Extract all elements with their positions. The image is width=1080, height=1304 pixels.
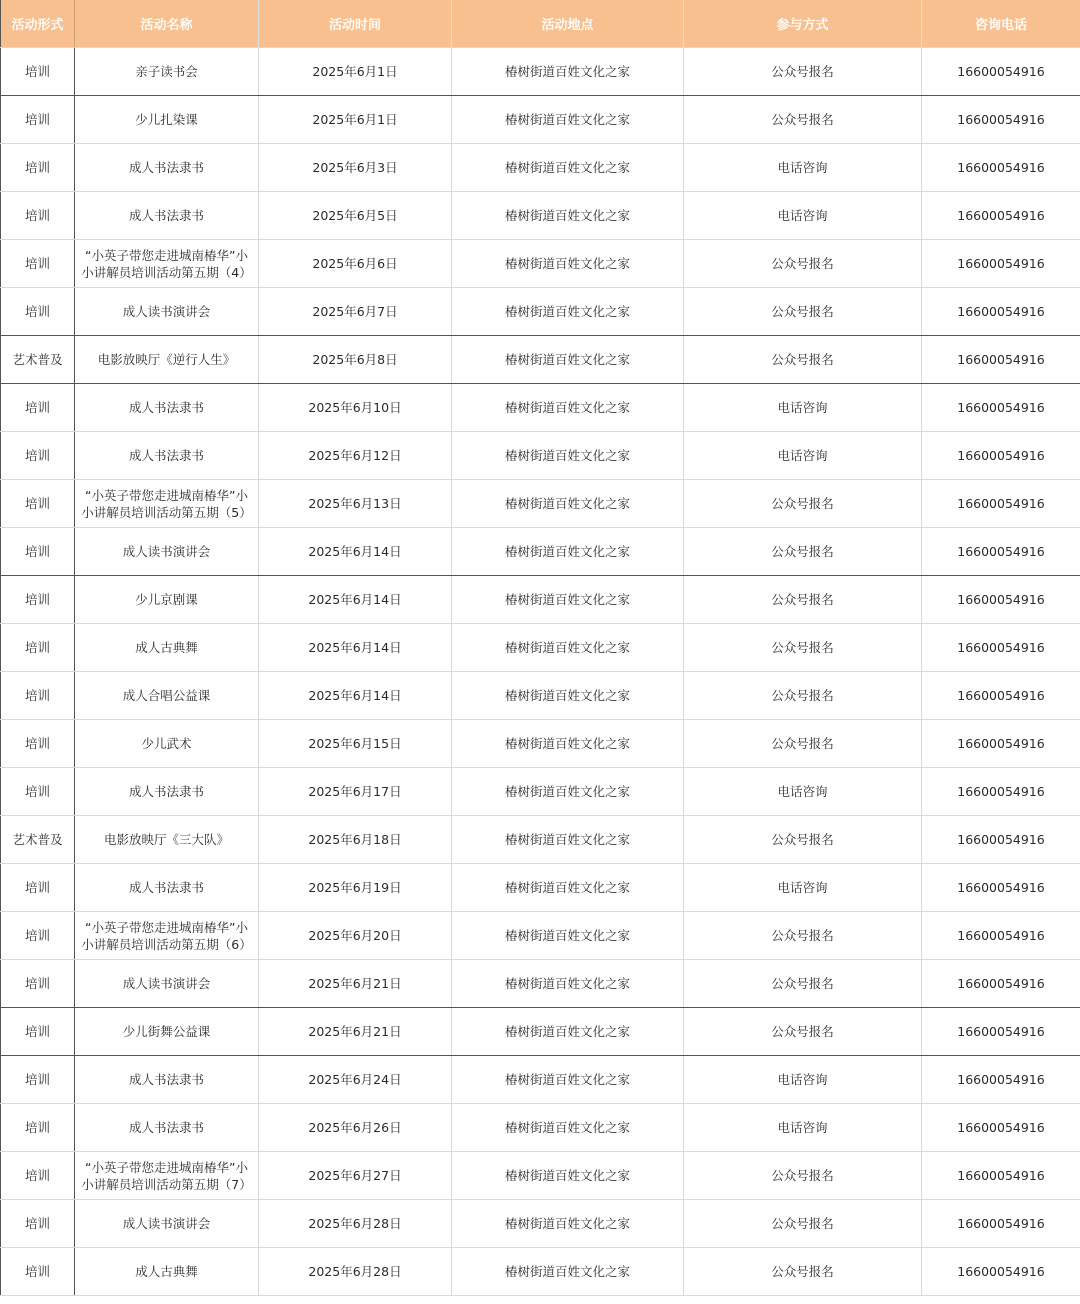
cell-activity-time: 2025年6月1日 [259,48,452,96]
cell-activity-type: 培训 [1,1200,75,1248]
table-header-row [1,0,1080,48]
cell-activity-time: 2025年6月13日 [259,480,452,528]
cell-activity-name: 成人书法隶书 [75,144,259,192]
cell-activity-place: 椿树街道百姓文化之家 [452,960,684,1008]
cell-activity-place: 椿树街道百姓文化之家 [452,768,684,816]
header-activity-time: 活动时间 [259,0,452,48]
cell-activity-time: 2025年6月3日 [259,144,452,192]
table-row [1,1248,1080,1296]
cell-contact-phone: 16600054916 [922,720,1080,768]
table-row [1,144,1080,192]
cell-activity-place: 椿树街道百姓文化之家 [452,864,684,912]
cell-activity-time: 2025年6月17日 [259,768,452,816]
cell-activity-type: 培训 [1,432,75,480]
header-participation-method: 参与方式 [684,0,922,48]
cell-activity-time: 2025年6月1日 [259,96,452,144]
cell-activity-type: 培训 [1,1248,75,1296]
cell-activity-time: 2025年6月5日 [259,192,452,240]
cell-activity-type: 培训 [1,1104,75,1152]
cell-activity-type: 培训 [1,288,75,336]
cell-activity-place: 椿树街道百姓文化之家 [452,144,684,192]
cell-activity-name: 成人书法隶书 [75,768,259,816]
cell-participation-method: 公众号报名 [684,96,922,144]
cell-activity-name: 成人读书演讲会 [75,288,259,336]
cell-activity-name: 成人古典舞 [75,1248,259,1296]
cell-activity-type: 培训 [1,624,75,672]
cell-activity-place: 椿树街道百姓文化之家 [452,1008,684,1056]
cell-activity-place: 椿树街道百姓文化之家 [452,336,684,384]
cell-activity-name: 电影放映厅《三大队》 [75,816,259,864]
cell-activity-time: 2025年6月28日 [259,1200,452,1248]
cell-activity-time: 2025年6月8日 [259,336,452,384]
table-row [1,720,1080,768]
cell-contact-phone: 16600054916 [922,672,1080,720]
cell-contact-phone: 16600054916 [922,1200,1080,1248]
table-row [1,432,1080,480]
cell-activity-time: 2025年6月27日 [259,1152,452,1200]
cell-activity-place: 椿树街道百姓文化之家 [452,1104,684,1152]
cell-activity-name: 成人读书演讲会 [75,960,259,1008]
cell-activity-name: 成人古典舞 [75,624,259,672]
cell-activity-time: 2025年6月15日 [259,720,452,768]
cell-activity-place: 椿树街道百姓文化之家 [452,528,684,576]
cell-contact-phone: 16600054916 [922,768,1080,816]
cell-activity-place: 椿树街道百姓文化之家 [452,1248,684,1296]
cell-activity-name: 少儿扎染课 [75,96,259,144]
header-contact-phone: 咨询电话 [922,0,1080,48]
cell-activity-name: 成人读书演讲会 [75,1200,259,1248]
cell-activity-name: 电影放映厅《逆行人生》 [75,336,259,384]
cell-activity-type: 培训 [1,672,75,720]
cell-activity-name: “小英子带您走进城南椿华”小小讲解员培训活动第五期（5） [75,480,259,528]
cell-activity-place: 椿树街道百姓文化之家 [452,912,684,960]
cell-activity-place: 椿树街道百姓文化之家 [452,576,684,624]
cell-contact-phone: 16600054916 [922,1248,1080,1296]
cell-activity-time: 2025年6月24日 [259,1056,452,1104]
table-row [1,384,1080,432]
cell-activity-name: “小英子带您走进城南椿华”小小讲解员培训活动第五期（4） [75,240,259,288]
table-row [1,1104,1080,1152]
cell-activity-type: 培训 [1,720,75,768]
cell-activity-name: 亲子读书会 [75,48,259,96]
table-row [1,48,1080,96]
cell-activity-type: 培训 [1,192,75,240]
cell-activity-type: 培训 [1,384,75,432]
cell-activity-type: 培训 [1,912,75,960]
cell-activity-type: 培训 [1,48,75,96]
cell-activity-place: 椿树街道百姓文化之家 [452,192,684,240]
cell-participation-method: 公众号报名 [684,1248,922,1296]
cell-activity-time: 2025年6月19日 [259,864,452,912]
cell-activity-name: 成人书法隶书 [75,864,259,912]
cell-activity-time: 2025年6月20日 [259,912,452,960]
cell-contact-phone: 16600054916 [922,336,1080,384]
table-row [1,288,1080,336]
table-row [1,1200,1080,1248]
header-activity-place: 活动地点 [452,0,684,48]
cell-activity-time: 2025年6月26日 [259,1104,452,1152]
cell-participation-method: 电话咨询 [684,1056,922,1104]
cell-activity-name: 成人读书演讲会 [75,528,259,576]
cell-activity-type: 培训 [1,1056,75,1104]
cell-participation-method: 电话咨询 [684,192,922,240]
cell-participation-method: 公众号报名 [684,48,922,96]
cell-activity-place: 椿树街道百姓文化之家 [452,96,684,144]
cell-activity-time: 2025年6月12日 [259,432,452,480]
cell-contact-phone: 16600054916 [922,384,1080,432]
cell-contact-phone: 16600054916 [922,960,1080,1008]
cell-participation-method: 公众号报名 [684,960,922,1008]
header-activity-type: 活动形式 [1,0,75,48]
cell-activity-name: 少儿街舞公益课 [75,1008,259,1056]
table-row [1,240,1080,288]
cell-activity-time: 2025年6月14日 [259,528,452,576]
cell-participation-method: 公众号报名 [684,624,922,672]
cell-contact-phone: 16600054916 [922,480,1080,528]
cell-participation-method: 公众号报名 [684,1200,922,1248]
cell-participation-method: 公众号报名 [684,1152,922,1200]
table-row [1,576,1080,624]
cell-activity-place: 椿树街道百姓文化之家 [452,1152,684,1200]
cell-participation-method: 电话咨询 [684,144,922,192]
table-row [1,336,1080,384]
cell-activity-name: “小英子带您走进城南椿华”小小讲解员培训活动第五期（6） [75,912,259,960]
cell-contact-phone: 16600054916 [922,240,1080,288]
cell-activity-place: 椿树街道百姓文化之家 [452,480,684,528]
header-activity-name: 活动名称 [75,0,259,48]
cell-activity-type: 艺术普及 [1,336,75,384]
cell-activity-name: 成人书法隶书 [75,192,259,240]
table-row [1,96,1080,144]
table-row [1,1056,1080,1104]
cell-activity-place: 椿树街道百姓文化之家 [452,288,684,336]
cell-contact-phone: 16600054916 [922,576,1080,624]
cell-participation-method: 电话咨询 [684,1104,922,1152]
cell-participation-method: 公众号报名 [684,288,922,336]
cell-activity-type: 培训 [1,576,75,624]
cell-participation-method: 公众号报名 [684,912,922,960]
cell-activity-name: 少儿武术 [75,720,259,768]
cell-activity-name: 成人书法隶书 [75,1056,259,1104]
cell-activity-type: 培训 [1,144,75,192]
table-body [1,48,1080,1296]
cell-activity-place: 椿树街道百姓文化之家 [452,1056,684,1104]
cell-contact-phone: 16600054916 [922,864,1080,912]
cell-contact-phone: 16600054916 [922,144,1080,192]
cell-activity-time: 2025年6月7日 [259,288,452,336]
table-row [1,192,1080,240]
cell-contact-phone: 16600054916 [922,1152,1080,1200]
cell-activity-type: 培训 [1,96,75,144]
cell-activity-place: 椿树街道百姓文化之家 [452,720,684,768]
cell-activity-type: 培训 [1,1008,75,1056]
cell-activity-time: 2025年6月14日 [259,672,452,720]
cell-participation-method: 公众号报名 [684,336,922,384]
cell-activity-type: 培训 [1,1152,75,1200]
table-row [1,816,1080,864]
table-row [1,528,1080,576]
cell-activity-time: 2025年6月10日 [259,384,452,432]
table-row [1,864,1080,912]
cell-activity-type: 培训 [1,864,75,912]
cell-activity-name: 成人书法隶书 [75,384,259,432]
cell-participation-method: 公众号报名 [684,672,922,720]
cell-activity-time: 2025年6月21日 [259,1008,452,1056]
cell-activity-type: 艺术普及 [1,816,75,864]
cell-activity-place: 椿树街道百姓文化之家 [452,624,684,672]
cell-activity-type: 培训 [1,768,75,816]
cell-activity-time: 2025年6月14日 [259,576,452,624]
cell-activity-place: 椿树街道百姓文化之家 [452,240,684,288]
cell-activity-time: 2025年6月14日 [259,624,452,672]
cell-contact-phone: 16600054916 [922,528,1080,576]
cell-activity-place: 椿树街道百姓文化之家 [452,1200,684,1248]
table-row [1,672,1080,720]
cell-activity-place: 椿树街道百姓文化之家 [452,432,684,480]
cell-contact-phone: 16600054916 [922,432,1080,480]
cell-activity-time: 2025年6月18日 [259,816,452,864]
cell-contact-phone: 16600054916 [922,1008,1080,1056]
cell-participation-method: 电话咨询 [684,384,922,432]
cell-activity-type: 培训 [1,960,75,1008]
cell-participation-method: 电话咨询 [684,768,922,816]
table-row [1,624,1080,672]
cell-participation-method: 公众号报名 [684,576,922,624]
cell-activity-time: 2025年6月28日 [259,1248,452,1296]
cell-activity-type: 培训 [1,528,75,576]
cell-activity-place: 椿树街道百姓文化之家 [452,816,684,864]
table-row [1,960,1080,1008]
cell-activity-type: 培训 [1,480,75,528]
cell-contact-phone: 16600054916 [922,816,1080,864]
cell-activity-time: 2025年6月21日 [259,960,452,1008]
cell-contact-phone: 16600054916 [922,48,1080,96]
cell-participation-method: 公众号报名 [684,528,922,576]
table-row [1,1008,1080,1056]
cell-activity-name: 成人书法隶书 [75,432,259,480]
cell-contact-phone: 16600054916 [922,96,1080,144]
cell-participation-method: 公众号报名 [684,1008,922,1056]
cell-participation-method: 公众号报名 [684,816,922,864]
table-row [1,480,1080,528]
cell-participation-method: 公众号报名 [684,240,922,288]
cell-activity-name: “小英子带您走进城南椿华”小小讲解员培训活动第五期（7） [75,1152,259,1200]
cell-participation-method: 电话咨询 [684,432,922,480]
table-row [1,912,1080,960]
cell-contact-phone: 16600054916 [922,288,1080,336]
cell-activity-place: 椿树街道百姓文化之家 [452,384,684,432]
cell-participation-method: 公众号报名 [684,720,922,768]
cell-activity-name: 少儿京剧课 [75,576,259,624]
cell-activity-place: 椿树街道百姓文化之家 [452,672,684,720]
cell-contact-phone: 16600054916 [922,912,1080,960]
cell-activity-name: 成人书法隶书 [75,1104,259,1152]
cell-activity-time: 2025年6月6日 [259,240,452,288]
cell-activity-place: 椿树街道百姓文化之家 [452,48,684,96]
cell-activity-name: 成人合唱公益课 [75,672,259,720]
cell-contact-phone: 16600054916 [922,1104,1080,1152]
table-row [1,1152,1080,1200]
cell-participation-method: 公众号报名 [684,480,922,528]
cell-activity-type: 培训 [1,240,75,288]
cell-contact-phone: 16600054916 [922,192,1080,240]
table-row [1,768,1080,816]
cell-contact-phone: 16600054916 [922,624,1080,672]
cell-contact-phone: 16600054916 [922,1056,1080,1104]
cell-participation-method: 电话咨询 [684,864,922,912]
